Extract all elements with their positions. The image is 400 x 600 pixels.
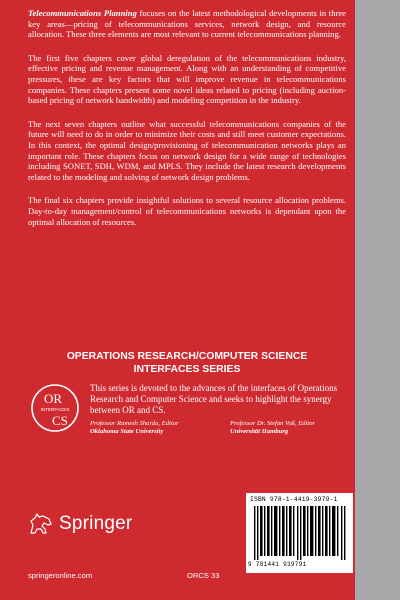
editor-sharda <box>90 420 179 436</box>
back-cover-text <box>28 8 346 240</box>
editor-name: Professor Dr. Stefan Voß, Editor <box>230 420 316 427</box>
publisher-name: Springer <box>59 513 133 534</box>
series-title <box>28 350 346 376</box>
paragraph-network-design: The next seven chapters outline what successful telecommunications companies of the future will need to do in order to minimize their costs and still meet customer expectations. In this context, the optimal design/provisioning of telecommunication networks plays an important role. These chapters focus on network design for a wide range of technologies including SONET, SDH, WDM, and MPLS. They include the latest research developments related to the modeling and solving of network design problems. <box>28 118 346 182</box>
series-description: This series is devoted to the advances of the interfaces of Operations Research and Computer Science and seeks to highlight the synergy between OR and CS. <box>90 383 338 416</box>
springer-logo <box>28 512 132 536</box>
spine-strip <box>355 0 400 600</box>
logo-interfaces-text: INTERFACES <box>40 407 70 412</box>
series-code: ORCS 33 <box>187 571 220 580</box>
series-title-line1: OPERATIONS RESEARCH/COMPUTER SCIENCE <box>66 351 308 362</box>
book-title: Telecommunications Planning <box>28 8 137 18</box>
editor-name: Professor Ramesh Sharda, Editor <box>90 420 179 427</box>
paragraph-resource-allocation: The final six chapters provide insightful solutions to several resource allocation problems. Day-to-day management/control of telecommunications networks is dependant upon the optimal allocation of resources. <box>28 195 346 227</box>
intro-text: focuses on the latest methodological developments in three key areas—pricing of telecommunications services, network design, and resource allocation. These three elements are most relevant to current telecommunications planning. <box>28 8 346 40</box>
publisher-url: springeronline.com <box>28 571 93 580</box>
editor-affiliation: Universität Hamburg <box>230 428 289 435</box>
logo-cs-text: CS <box>52 413 68 428</box>
logo-or-text: OR <box>44 391 63 406</box>
isbn-text: ISBN 978-1-4419-3979-1 <box>250 496 338 503</box>
orcs-logo-icon <box>30 383 80 433</box>
intro-paragraph <box>28 8 346 40</box>
paragraph-pricing: The first five chapters cover global deregulation of the telecommunications industry, effective pricing and revenue management. Along with an understanding of competitive pressures, these are key factors that will improve revenue in telecommunications companies. These chapters present some novel ideas related to pricing (including auction-based pricing of network bandwidth) and modeling competition in the industry. <box>28 52 346 106</box>
barcode-icon <box>250 506 350 560</box>
springer-horse-icon <box>28 513 54 535</box>
editor-voss <box>230 420 315 436</box>
editor-affiliation: Oklahoma State University <box>90 428 164 435</box>
series-title-line2: INTERFACES SERIES <box>133 364 241 375</box>
barcode-digits: 9 781441 939791 <box>248 561 307 568</box>
barcode-box <box>246 493 353 573</box>
